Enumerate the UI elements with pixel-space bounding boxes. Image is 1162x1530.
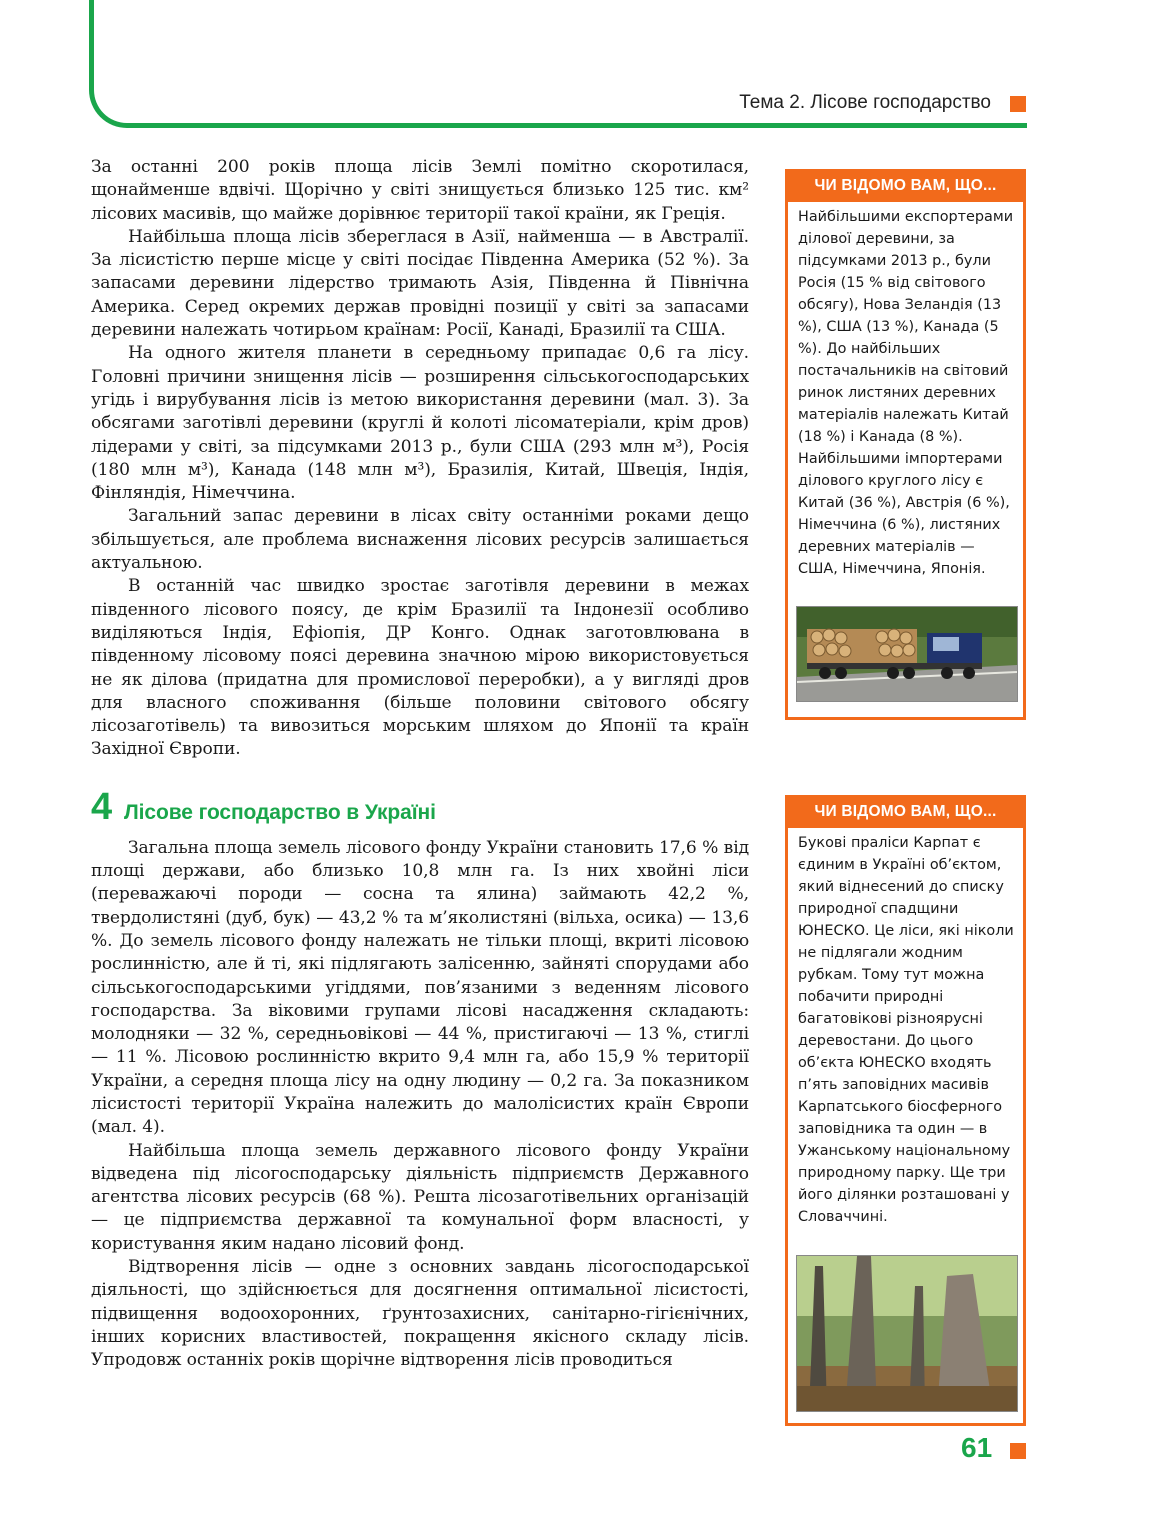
paragraph: Відтворення лісів — одне з основних завдань лісогосподарської діяльності, що здійснюється для досягнення оптимальної лісистості, підвищення водоохоронних, ґрунтозахисних, санітарно-гігієнічних, інших корисних властивостей, покращення якісного складу лісів. Упродовж останніх років щорічне відтворення лісів проводиться xyxy=(91,1257,749,1371)
main-text xyxy=(91,156,749,1373)
timber-truck-photo xyxy=(796,606,1018,702)
aside-heading: ЧИ ВІДОМО ВАМ, ЩО... xyxy=(788,172,1023,202)
paragraph: Загальний запас деревини в лісах світу останніми роками дещо збільшується, але проблема виснаження лісових ресурсів залишається актуальною. xyxy=(91,506,749,574)
paragraph: В останній час швидко зростає заготівля деревини в межах південного лісового поясу, де крім Бразилії та Індонезії особливо виділяються Індія, Ефіопія, ДР Конго. Однак заготовлювана в південному лісовому поясі деревина значною мірою використовується не як ділова (придатна для промислової переробки), а у вигляді дров для власного споживання (більше половини світового обсягу лісозаготівель) та вивозиться морським шляхом до Японії та країн Західної Європи. xyxy=(91,576,749,760)
did-you-know-box-2 xyxy=(785,795,1026,1426)
paragraph: Найбільша площа земель державного лісового фонду України відведена під лісогосподарську діяльність підприємств Державного агентства лісових ресурсів (68 %). Решта лісозаготівельних організацій — це підприємства державної та комунальної форм власності, у користування яким надано лісовий фонд. xyxy=(91,1140,749,1254)
paragraph: За останні 200 років площа лісів Землі помітно скоротилася, щонайменше вдвічі. Щорічно у світі знищується близько 125 тис. км² лісових масивів, що майже дорівнює території такої країни, як Греція. xyxy=(91,157,749,224)
paragraph: Найбільша площа лісів збереглася в Азії, найменша — в Австралії. За лісистістю перше місце у світі посідає Південна Америка (52 %). За запасами деревини лідерство тримають Азія, Південна й Північна Америка. Серед окремих держав провідні позиції у світі за запасами деревини належать чотирьом країнам: Росії, Канаді, Бразилії та США. xyxy=(91,226,749,341)
did-you-know-box-1 xyxy=(785,169,1026,720)
aside-text: Найбільшими експортерами ділової деревини, за підсумками 2013 р., були Росія (15 % від світового обсягу), Нова Зеландія (13 %), США (13 %), Канада (5 %). До найбільших постачальників на світовий ринок листяних деревних матеріалів належать Китай (18 %) і Канада (8 %). Найбільшими імпортерами ділового круглого лісу є Китай (36 %), Австрія (6 %), Німеччина (6 %), листяних деревних матеріалів — США, Німеччина, Японія. xyxy=(798,209,1014,577)
section-heading xyxy=(91,785,749,828)
aside-heading: ЧИ ВІДОМО ВАМ, ЩО... xyxy=(788,798,1023,828)
page-number: 61 xyxy=(961,1432,993,1463)
beech-forest-photo xyxy=(796,1255,1018,1412)
aside-text: Букові праліси Карпат є єдиним в Україні об’єктом, який віднесений до списку природної спадщини ЮНЕСКО. Це ліси, які ніколи не підлягали жодним рубкам. Тому тут можна побачити природні багатовікові різноярусні деревостани. До цього об’єкта ЮНЕСКО входять п’ять заповідних масивів Карпатського біосферного заповідника та один — в Ужанському національному природному парку. Ще три його ділянки розташовані у Словаччині. xyxy=(798,835,1014,1225)
page-square-icon xyxy=(1010,1443,1026,1459)
section-number: 4 xyxy=(91,785,113,828)
header-title: Тема 2. Лісове господарство xyxy=(739,92,991,113)
section-title: Лісове господарство в Україні xyxy=(124,800,436,824)
paragraph: Загальна площа земель лісового фонду України становить 17,6 % від площі держави, або близько 10,8 млн га. Із них хвойні ліси (переважаючі породи — сосна та ялина) займають 42,2 %, твердолистяні (дуб, бук) — 43,2 % та м’яколистяні (вільха, осика) — 13,6 %. До земель лісового фонду належать не тільки площі, вкриті лісовою рослинністю, але й ті, які підлягають залісенню, зайняті спорудами або сільськогосподарськими угіддями, пов’язаними з веденням лісового господарства. За віковими групами лісові насадження складають: молодняки — 32 %, середньовікові — 44 %, пристигаючі — 13 %, стиглі — 11 %. Лісовою рослинністю вкрито 9,4 млн га, або 15,9 % території України, а середня площа лісу на одну людину — 0,2 га. За показником лісистості території Україна належить до малолісистих країн Європи (мал. 4). xyxy=(91,837,749,1138)
header-square-icon xyxy=(1010,96,1026,112)
paragraph: На одного жителя планети в середньому припадає 0,6 га лісу. Головні причини знищення лісів — розширення сільськогосподарських угідь і вирубування лісів із метою використання деревини (мал. 3). За обсягами заготівлі деревини (круглі й колоті лісоматеріали, крім дров) лідерами у світі, за підсумками 2013 р., були США (293 млн м³), Росія (180 млн м³), Канада (148 млн м³), Бразилія, Китай, Швеція, Індія, Фінляндія, Німеччина. xyxy=(91,343,749,504)
